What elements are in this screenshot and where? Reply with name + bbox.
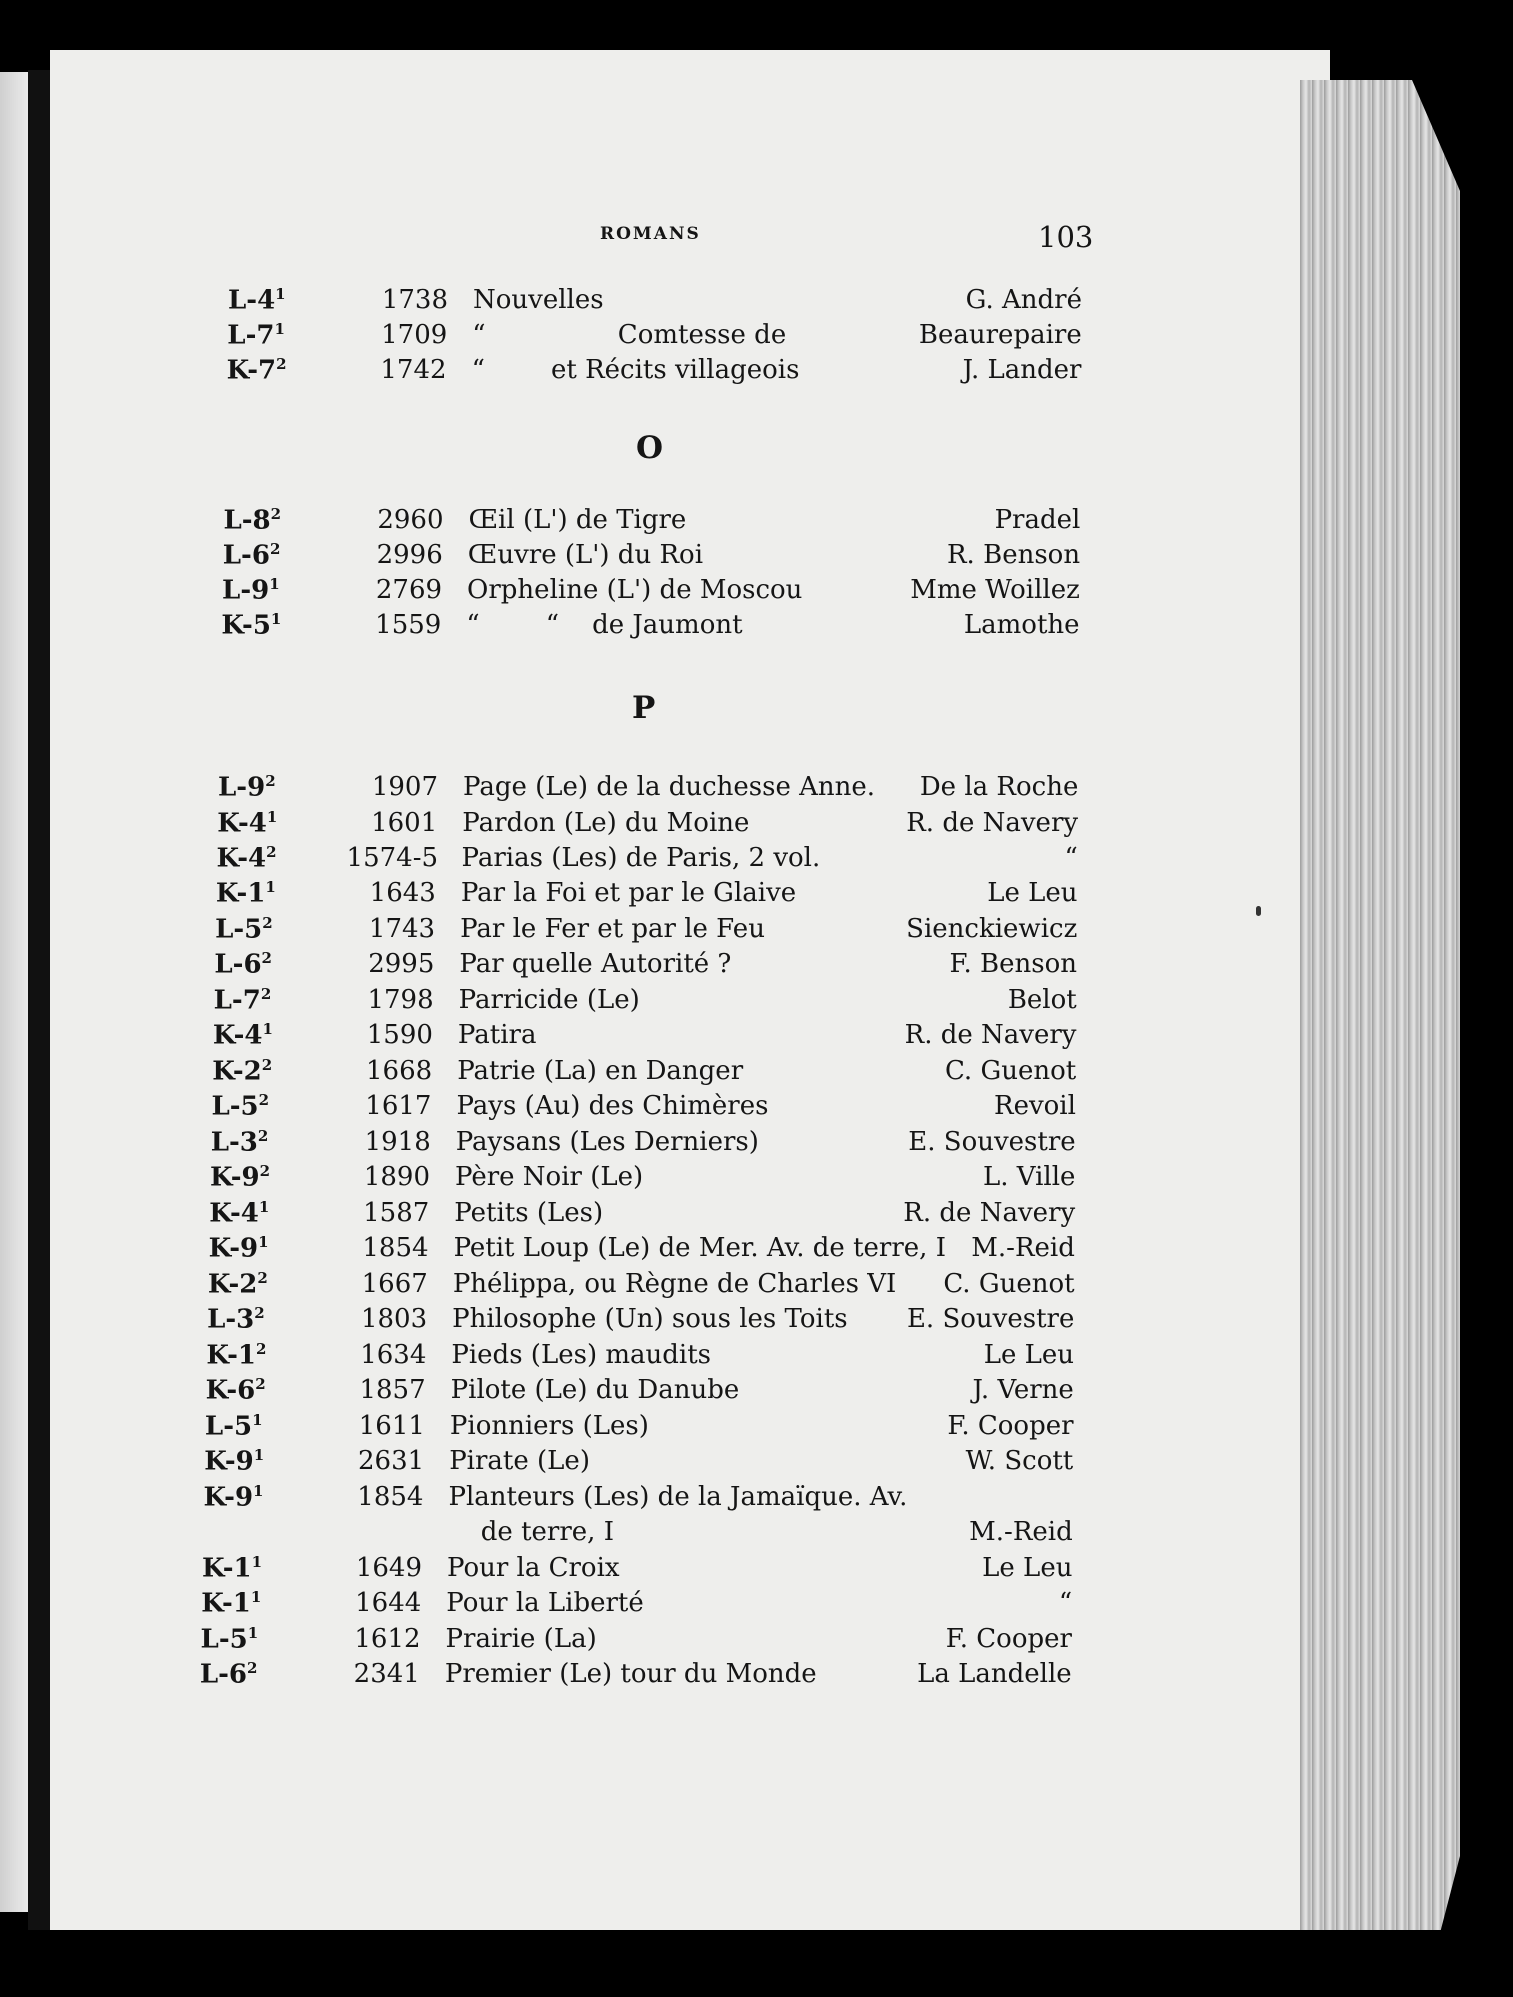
book-author: Mme Woillez bbox=[910, 575, 1080, 605]
shelf-code bbox=[217, 808, 277, 839]
book-title: Œil (L') de Tigre bbox=[468, 505, 687, 535]
catalog-entry bbox=[207, 1304, 1074, 1338]
catalog-number: 1643 bbox=[369, 878, 436, 908]
book-author: F. Cooper bbox=[945, 1624, 1072, 1654]
shelf-code-text: K-9 bbox=[210, 1162, 260, 1193]
catalog-number: 1649 bbox=[355, 1553, 422, 1583]
catalog-entry bbox=[203, 1517, 1073, 1551]
shelf-code-text: K-1 bbox=[202, 1553, 252, 1584]
book-title: de terre, I bbox=[447, 1517, 614, 1547]
catalog-entry bbox=[201, 1588, 1072, 1622]
catalog-number: 2995 bbox=[368, 949, 435, 979]
shelf-code-text: K-5 bbox=[221, 610, 271, 641]
shelf-code-text: L-5 bbox=[204, 1411, 253, 1442]
shelf-code-text: K-2 bbox=[207, 1269, 258, 1300]
section-letter: P bbox=[632, 690, 656, 726]
book-author: R. de Navery bbox=[906, 808, 1079, 838]
book-title: Pionniers (Les) bbox=[449, 1411, 649, 1441]
book-author: Le Leu bbox=[983, 1340, 1075, 1370]
shelf-code-text: L-7 bbox=[227, 320, 275, 351]
catalog-number: 1601 bbox=[371, 808, 438, 838]
shelf-code-superscript: 1 bbox=[258, 1233, 269, 1251]
shelf-code-text: K-4 bbox=[212, 1020, 263, 1051]
catalog-entry bbox=[223, 540, 1080, 574]
shelf-code bbox=[208, 1269, 268, 1300]
shelf-code bbox=[228, 285, 286, 316]
book-author: R. de Navery bbox=[903, 1198, 1076, 1228]
shelf-code-text: L-7 bbox=[213, 985, 261, 1016]
book-author: W. Scott bbox=[965, 1446, 1074, 1476]
book-title: Patira bbox=[457, 1020, 537, 1050]
book-author: “ bbox=[1064, 843, 1078, 873]
shelf-code bbox=[227, 320, 285, 351]
catalog-entry bbox=[208, 1269, 1075, 1303]
book-title: Prairie (La) bbox=[445, 1624, 597, 1654]
catalog-number: 1857 bbox=[359, 1375, 426, 1405]
catalog-entry bbox=[209, 1233, 1075, 1267]
catalog-number: 1590 bbox=[366, 1020, 433, 1050]
catalog-entry bbox=[227, 355, 1082, 389]
catalog-number: 2341 bbox=[353, 1659, 420, 1689]
shelf-code bbox=[203, 1482, 263, 1513]
shelf-code-superscript: 2 bbox=[266, 843, 277, 861]
catalog-entry bbox=[214, 985, 1077, 1019]
shelf-code-superscript: 2 bbox=[254, 1304, 265, 1322]
shelf-code bbox=[200, 1659, 258, 1690]
book-title: Phélippa, ou Règne de Charles VI bbox=[452, 1269, 897, 1299]
shelf-code bbox=[222, 575, 280, 606]
catalog-number: 2769 bbox=[375, 575, 443, 605]
catalog-entry bbox=[218, 772, 1078, 806]
shelf-code-text: L-5 bbox=[200, 1624, 248, 1655]
book-title: Pays (Au) des Chimères bbox=[456, 1091, 769, 1121]
book-title: Premier (Le) tour du Monde bbox=[444, 1659, 817, 1689]
shelf-code-superscript: 1 bbox=[265, 878, 276, 896]
shelf-code-superscript: 2 bbox=[257, 1269, 268, 1287]
shelf-code-superscript: 2 bbox=[257, 1127, 269, 1145]
catalog-number: 1738 bbox=[381, 285, 448, 315]
book-title: Pour la Croix bbox=[447, 1553, 620, 1583]
catalog-number: 1667 bbox=[361, 1269, 428, 1299]
shelf-code-text: L-6 bbox=[199, 1659, 247, 1690]
catalog-entry bbox=[210, 1162, 1075, 1196]
shelf-code-text: L-8 bbox=[223, 505, 271, 536]
shelf-code bbox=[209, 1198, 269, 1229]
shelf-code-superscript: 1 bbox=[253, 1482, 264, 1500]
shelf-code-text: L-3 bbox=[207, 1304, 255, 1335]
shelf-code-text: K-7 bbox=[226, 355, 277, 386]
book-author: F. Cooper bbox=[947, 1411, 1074, 1441]
book-author: L. Ville bbox=[982, 1162, 1076, 1192]
shelf-code-text: K-4 bbox=[209, 1198, 259, 1229]
shelf-code bbox=[216, 878, 276, 909]
catalog-entry bbox=[200, 1659, 1072, 1693]
shelf-code bbox=[218, 772, 276, 803]
book-title: Par le Fer et par le Feu bbox=[460, 914, 765, 944]
shelf-code-text: L-3 bbox=[210, 1127, 258, 1158]
shelf-code-text: L-6 bbox=[214, 949, 262, 980]
catalog-entry bbox=[206, 1340, 1074, 1374]
book-title: Nouvelles bbox=[473, 285, 604, 315]
book-author: “ bbox=[1058, 1588, 1073, 1618]
book-author: Le Leu bbox=[987, 878, 1078, 908]
book-author: E. Souvestre bbox=[906, 1304, 1075, 1334]
book-title: Pirate (Le) bbox=[449, 1446, 590, 1476]
catalog-entry bbox=[215, 914, 1077, 948]
shelf-code-superscript: 2 bbox=[255, 1340, 267, 1358]
shelf-code bbox=[201, 1624, 259, 1655]
shelf-code bbox=[214, 949, 272, 980]
shelf-code bbox=[217, 843, 277, 874]
section-letter: O bbox=[636, 430, 664, 466]
book-title: Patrie (La) en Danger bbox=[457, 1056, 744, 1086]
book-author: De la Roche bbox=[919, 772, 1079, 802]
shelf-code bbox=[227, 355, 287, 386]
catalog-number: 2960 bbox=[377, 505, 444, 535]
shelf-code-text: L-5 bbox=[215, 914, 263, 945]
catalog-entry bbox=[221, 610, 1079, 644]
shelf-code-superscript: 2 bbox=[265, 772, 276, 790]
shelf-code-superscript: 1 bbox=[250, 1588, 262, 1606]
shelf-code-superscript: 2 bbox=[270, 505, 282, 523]
catalog-number: 1890 bbox=[363, 1162, 431, 1192]
shelf-code-text: L-4 bbox=[228, 285, 276, 316]
catalog-entry bbox=[211, 1091, 1075, 1125]
shelf-code bbox=[223, 505, 281, 536]
shelf-code-text: K-2 bbox=[212, 1056, 262, 1087]
shelf-code bbox=[207, 1304, 265, 1335]
book-title: Paysans (Les Derniers) bbox=[455, 1127, 759, 1157]
catalog-number: 1854 bbox=[357, 1482, 424, 1512]
catalog-number: 1798 bbox=[367, 985, 434, 1015]
shelf-code bbox=[213, 1020, 273, 1051]
catalog-number: 1587 bbox=[363, 1198, 430, 1228]
book-title: Pour la Liberté bbox=[446, 1588, 644, 1618]
catalog-entry bbox=[214, 949, 1077, 983]
shelf-code-text: K-9 bbox=[208, 1233, 259, 1264]
shelf-code bbox=[223, 540, 281, 571]
shelf-code-text: K-1 bbox=[215, 878, 266, 909]
shelf-code bbox=[205, 1411, 263, 1442]
shelf-code-superscript: 2 bbox=[258, 1091, 270, 1109]
book-title: Page (Le) de la duchesse Anne. bbox=[463, 772, 876, 802]
book-title: Par la Foi et par le Glaive bbox=[460, 878, 797, 908]
book-author: R. de Navery bbox=[904, 1020, 1077, 1050]
shelf-code-superscript: 1 bbox=[247, 1624, 259, 1642]
book-title: “ “ de Jaumont bbox=[466, 610, 743, 640]
book-author: Beaurepaire bbox=[918, 320, 1082, 350]
book-title: Par quelle Autorité ? bbox=[459, 949, 732, 979]
shelf-code bbox=[201, 1588, 261, 1619]
shelf-code bbox=[211, 1091, 269, 1122]
shelf-code-superscript: 2 bbox=[262, 914, 273, 932]
shelf-code-text: L-6 bbox=[222, 540, 270, 571]
catalog-number: 1907 bbox=[371, 772, 439, 802]
catalog-entry bbox=[205, 1411, 1074, 1445]
catalog-number: 1612 bbox=[354, 1624, 421, 1654]
book-title: “ et Récits villageois bbox=[471, 355, 800, 385]
book-title: Pardon (Le) du Moine bbox=[462, 808, 750, 838]
book-author: R. Benson bbox=[946, 540, 1081, 570]
shelf-code-superscript: 1 bbox=[270, 610, 282, 628]
book-author: Le Leu bbox=[982, 1553, 1073, 1583]
catalog-entry bbox=[223, 505, 1080, 539]
catalog-number: 1918 bbox=[364, 1127, 431, 1157]
shelf-code bbox=[212, 1056, 272, 1087]
book-title: Père Noir (Le) bbox=[455, 1162, 644, 1192]
shelf-code bbox=[210, 1162, 270, 1193]
book-title: “ Comtesse de bbox=[472, 320, 787, 350]
shelf-code-superscript: 1 bbox=[252, 1411, 263, 1429]
shelf-code-superscript: 1 bbox=[274, 320, 285, 338]
catalog-entry bbox=[201, 1624, 1072, 1658]
shelf-code-text: K-9 bbox=[204, 1446, 254, 1477]
catalog-entry bbox=[211, 1127, 1076, 1161]
shelf-code-superscript: 1 bbox=[269, 575, 280, 593]
shelf-code bbox=[202, 1553, 262, 1584]
catalog-entry bbox=[204, 1446, 1073, 1480]
shelf-code bbox=[215, 914, 273, 945]
shelf-code bbox=[211, 1127, 269, 1158]
shelf-code-text: K-1 bbox=[201, 1588, 251, 1619]
book-title: Œuvre (L') du Roi bbox=[467, 540, 704, 570]
shelf-code-text: L-9 bbox=[218, 772, 266, 803]
book-author: G. André bbox=[965, 285, 1082, 315]
shelf-code-text: L-9 bbox=[222, 575, 270, 606]
shelf-code-superscript: 1 bbox=[251, 1553, 263, 1571]
running-head: ROMANS bbox=[600, 224, 701, 244]
shelf-code bbox=[209, 1233, 269, 1264]
shelf-code-superscript: 1 bbox=[258, 1198, 270, 1216]
shelf-code-superscript: 1 bbox=[266, 808, 278, 826]
catalog-entry bbox=[228, 285, 1082, 319]
book-title: Petits (Les) bbox=[454, 1198, 604, 1228]
book-author: F. Benson bbox=[949, 949, 1077, 979]
shelf-code-superscript: 2 bbox=[255, 1375, 266, 1393]
book-title: Parricide (Le) bbox=[458, 985, 640, 1015]
book-author: J. Lander bbox=[962, 355, 1082, 385]
shelf-code-superscript: 2 bbox=[261, 949, 272, 967]
catalog-number: 1803 bbox=[360, 1304, 428, 1334]
book-author: C. Guenot bbox=[944, 1056, 1077, 1086]
book-author: M.-Reid bbox=[971, 1233, 1075, 1263]
book-author: Belot bbox=[1007, 985, 1077, 1015]
catalog-entry bbox=[216, 878, 1078, 912]
book-author: Pradel bbox=[994, 505, 1081, 535]
shelf-code-text: K-9 bbox=[203, 1482, 254, 1513]
shelf-code-superscript: 2 bbox=[247, 1659, 258, 1677]
shelf-code bbox=[206, 1340, 266, 1371]
shelf-code-superscript: 2 bbox=[276, 355, 287, 373]
catalog-entry bbox=[217, 843, 1078, 877]
page-number: 103 bbox=[1038, 220, 1094, 254]
catalog-number: 1742 bbox=[380, 355, 447, 385]
book-author: J. Verne bbox=[972, 1375, 1074, 1405]
shelf-code-superscript: 1 bbox=[262, 1020, 273, 1038]
book-author: Lamothe bbox=[963, 610, 1080, 640]
shelf-code-superscript: 2 bbox=[259, 1162, 271, 1180]
catalog-number: 1574-5 bbox=[346, 843, 439, 873]
shelf-code-text: K-4 bbox=[217, 808, 267, 839]
shelf-code bbox=[204, 1446, 264, 1477]
catalog-number: 1668 bbox=[366, 1056, 433, 1086]
shelf-code-text: L-5 bbox=[211, 1091, 259, 1122]
catalog-entry bbox=[222, 575, 1080, 609]
book-author: E. Souvestre bbox=[908, 1127, 1076, 1157]
shelf-code bbox=[206, 1375, 266, 1406]
catalog-number: 1709 bbox=[381, 320, 448, 350]
catalog-number: 1634 bbox=[360, 1340, 427, 1370]
shelf-code-text: K-6 bbox=[205, 1375, 256, 1406]
catalog-entry bbox=[217, 808, 1078, 842]
catalog-entry bbox=[203, 1482, 1073, 1516]
shelf-code-superscript: 2 bbox=[269, 540, 281, 558]
catalog-entry bbox=[206, 1375, 1074, 1409]
catalog-number: 2631 bbox=[358, 1446, 425, 1476]
book-author: Revoil bbox=[994, 1091, 1076, 1121]
catalog-number: 1854 bbox=[362, 1233, 429, 1263]
shelf-code-superscript: 2 bbox=[261, 1056, 273, 1074]
catalog-entry bbox=[227, 320, 1081, 354]
catalog-entry bbox=[209, 1198, 1075, 1232]
shelf-code-superscript: 1 bbox=[253, 1446, 265, 1464]
catalog-entry bbox=[202, 1553, 1072, 1587]
book-author: M.-Reid bbox=[969, 1517, 1073, 1547]
catalog-number: 1611 bbox=[358, 1411, 425, 1441]
shelf-code bbox=[214, 985, 272, 1016]
book-title: Pilote (Le) du Danube bbox=[450, 1375, 740, 1405]
catalog-number: 1644 bbox=[355, 1588, 422, 1618]
book-author: Sienckiewicz bbox=[906, 914, 1078, 944]
catalog-number: 2996 bbox=[376, 540, 443, 570]
catalog-entry bbox=[212, 1056, 1076, 1090]
book-author: C. Guenot bbox=[943, 1269, 1075, 1299]
catalog-entry bbox=[213, 1020, 1077, 1054]
shelf-code-superscript: 1 bbox=[275, 285, 286, 303]
shelf-code bbox=[221, 610, 281, 641]
catalog-number: 1743 bbox=[368, 914, 436, 944]
shelf-code-superscript: 2 bbox=[260, 985, 272, 1003]
shelf-code-text: K-1 bbox=[206, 1340, 256, 1371]
book-title: Orpheline (L') de Moscou bbox=[467, 575, 803, 605]
book-title: Parias (Les) de Paris, 2 vol. bbox=[461, 843, 821, 873]
book-title: Petit Loup (Le) de Mer. Av. de terre, I bbox=[453, 1233, 946, 1263]
book-title: Philosophe (Un) sous les Toits bbox=[452, 1304, 848, 1334]
book-title: Pieds (Les) maudits bbox=[451, 1340, 712, 1370]
catalog-number: 1617 bbox=[365, 1091, 432, 1121]
shelf-code-text: K-4 bbox=[216, 843, 267, 874]
book-title: Planteurs (Les) de la Jamaïque. Av. bbox=[448, 1482, 908, 1512]
catalog-number: 1559 bbox=[375, 610, 442, 640]
book-author: La Landelle bbox=[917, 1659, 1072, 1689]
